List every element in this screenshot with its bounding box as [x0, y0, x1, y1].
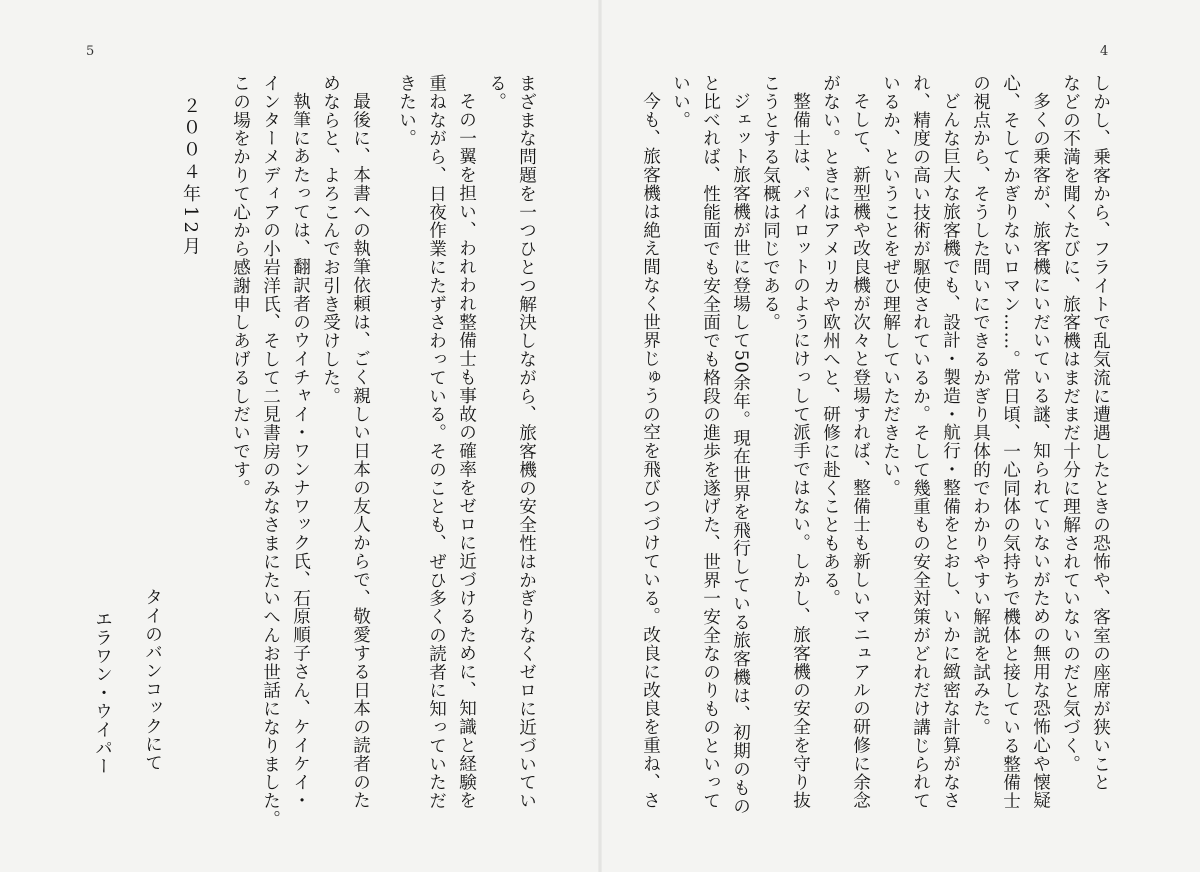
- text-column: いい。: [670, 74, 691, 130]
- page-number: 5: [86, 44, 95, 59]
- text-column: いるか、ということをぜひ理解していただきたい。: [880, 74, 901, 498]
- signature-place: タイのバンコックにて: [142, 588, 163, 772]
- text-column: その一翼を担い、われわれ整備士も事故の確率をゼロに近づけるために、知識と経験を: [456, 92, 477, 810]
- text-column: の視点から、そうした問いにできるかぎり具体的でわかりやすい解説を試みた。: [970, 74, 991, 737]
- text-column: 整備士は、パイロットのようにけっして派手ではない。しかし、旅客機の安全を守り抜: [790, 92, 811, 810]
- text-column: 執筆にあたっては、翻訳者のウイチャイ・ワンナワック氏、石原順子さん、ケイケイ・: [290, 92, 311, 810]
- text-column: 多くの乗客が、旅客機にいだいている謎、知られていないがための無用な恐怖心や懐疑: [1030, 92, 1051, 810]
- text-column: インターメディアの小岩洋氏、そして二見書房のみなさまにたいへんお世話になりました。: [260, 74, 281, 829]
- text-column: 心、そしてかぎりないロマン……。常日頃、一心同体の気持ちで機体と接している整備士: [1000, 74, 1021, 810]
- text-column: などの不満を聞くたびに、旅客機はまだまだ十分に理解されていないのだと気づく。: [1060, 74, 1081, 774]
- text-column: 最後に、本書への執筆依頼は、ごく親しい日本の友人からで、敬愛する日本の読者のた: [350, 92, 371, 810]
- text-column: きたい。: [396, 74, 417, 148]
- text-column: この場をかりて心から感謝申しあげるしだいです。: [230, 74, 251, 498]
- text-column: 今も、旅客機は絶え間なく世界じゅうの空を飛びつづけている。改良に改良を重ね、さ: [640, 92, 661, 810]
- text-column: 重ねながら、日夜作業にたずさわっている。そのことも、ぜひ多くの読者に知っていただ: [426, 74, 447, 810]
- date-line: ２００４年12月: [180, 96, 201, 259]
- text-column: ジェット旅客機が世に登場して50余年。現在世界を飛行している旅客機は、初期のもの: [730, 92, 751, 816]
- text-column: まざまな問題を一つひとつ解決しながら、旅客機の安全性はかぎりなくゼロに近づいてい: [516, 74, 537, 810]
- text-column: しかし、乗客から、フライトで乱気流に遭遇したときの恐怖や、客室の座席が狭いこと: [1090, 74, 1111, 792]
- text-column: どんな巨大な旅客機でも、設計・製造・航行・整備をとおし、いかに緻密な計算がなさ: [940, 92, 961, 810]
- text-column: めならと、よろこんでお引き受けした。: [320, 74, 341, 406]
- text-column: る。: [486, 74, 507, 111]
- text-column: れ、精度の高い技術が駆使されているか。そして幾重もの安全対策がどれだけ講じられて: [910, 74, 931, 810]
- text-column: がない。ときにはアメリカや欧州へと、研修に赴くこともある。: [820, 74, 841, 608]
- text-column: こうとする気概は同じである。: [760, 74, 781, 332]
- text-column: そして、新型機や改良機が次々と登場すれば、整備士も新しいマニュアルの研修に余念: [850, 92, 871, 810]
- page-number: 4: [1100, 44, 1109, 59]
- right-page: [600, 0, 1200, 872]
- signature-author: エラワン・ウイパー: [92, 610, 113, 776]
- text-column: と比べれば、性能面でも安全面でも格段の進歩を遂げた、世界一安全なのりものといって: [700, 74, 721, 810]
